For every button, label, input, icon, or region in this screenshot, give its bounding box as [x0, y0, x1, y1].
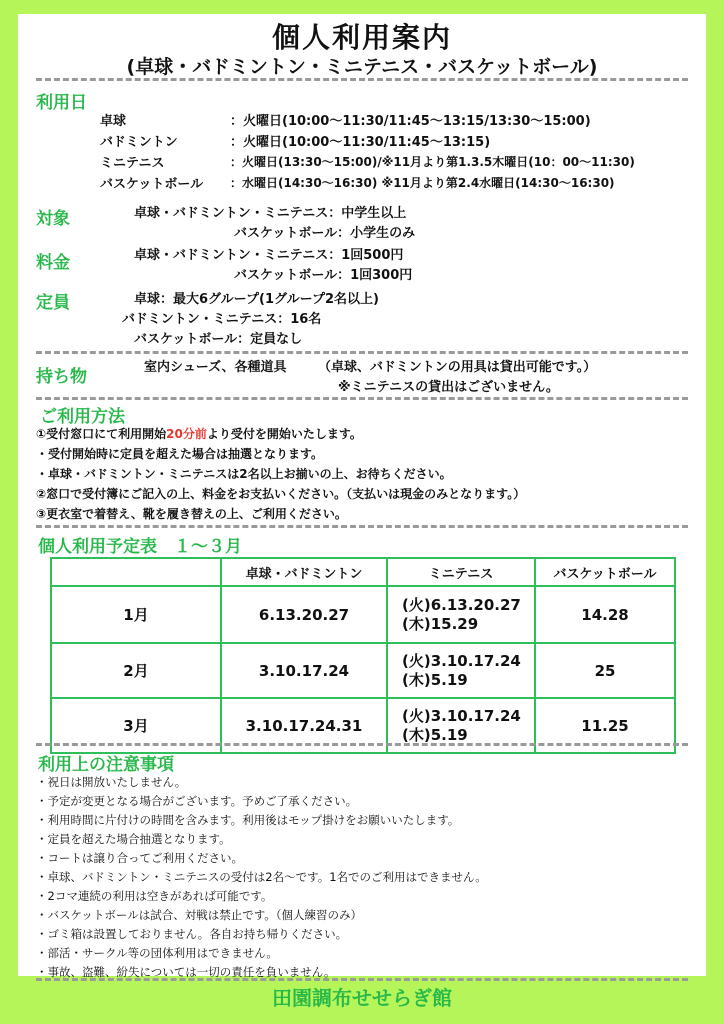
how-to-use-line: ・受付開始時に定員を超えた場合は抽選となります。	[36, 447, 324, 461]
note-item: ・卓球、バドミントン・ミニテニスの受付は2名～です。1名でのご利用はできません。	[36, 870, 487, 884]
note-item: ・定員を超えた場合抽選となります。	[36, 832, 231, 846]
divider	[36, 978, 688, 981]
page-subtitle: (卓球・バドミントン・ミニテニス・バスケットボール)	[126, 56, 598, 78]
usage-schedule-badminton: ：火曜日(10:00〜11:30/11:45〜13:15)	[230, 135, 491, 150]
capacity-line-2: バドミントン・ミニテニス：16名	[122, 312, 322, 327]
month-cell: 1月	[51, 586, 221, 643]
schedule-col-basketball: バスケットボール	[535, 558, 675, 586]
schedule-table	[50, 557, 676, 754]
how-to-use-step-1	[36, 425, 362, 442]
mini-tennis-cell	[387, 643, 535, 698]
target-line-2: バスケットボール：小学生のみ	[234, 226, 416, 241]
basketball-cell: 25	[535, 643, 675, 698]
mini-tennis-thu: (木)5.19	[402, 670, 468, 689]
divider	[36, 743, 688, 746]
step-1-text-pre: ①受付窓口にて利用開始	[36, 427, 167, 441]
usage-sport-basketball: バスケットボール	[100, 177, 204, 192]
fee-line-1: 卓球・バドミントン・ミニテニス：1回500円	[134, 248, 404, 263]
usage-schedule-table-tennis: ：火曜日(10:00〜11:30/11:45〜13:15/13:30〜15:00)	[230, 114, 591, 129]
how-to-use-line: ②窓口で受付簿にご記入の上、料金をお支払いください。（支払いは現金のみとなります。）	[36, 487, 526, 501]
page-title: 個人利用案内	[271, 21, 452, 54]
usage-schedule-basketball: ：水曜日(14:30〜16:30) ※11月より第2.4水曜日(14:30〜16:30)	[230, 176, 615, 190]
month-cell: 2月	[51, 643, 221, 698]
schedule-header-row	[51, 558, 675, 586]
step-1-text-post: より受付を開始いたします。	[206, 427, 362, 441]
target-label: 対象	[36, 209, 70, 229]
how-to-use-label: ご利用方法	[40, 407, 125, 427]
usage-days-label: 利用日	[36, 93, 87, 113]
capacity-label: 定員	[36, 293, 70, 313]
how-to-use-line: ③更衣室で着替え、靴を履き替えの上、ご利用ください。	[36, 507, 347, 521]
note-item: ・コートは譲り合ってご利用ください。	[36, 851, 243, 865]
table-row	[51, 643, 675, 698]
how-to-use-line: ・卓球・バドミントン・ミニテニスは2名以上お揃いの上、お待ちください。	[36, 467, 452, 481]
table-tennis-badminton-cell: 6.13.20.27	[221, 586, 387, 643]
belongings-note-2: ※ミニテニスの貸出はございません。	[338, 380, 559, 395]
note-item: ・バスケットボールは試合、対戦は禁止です。（個人練習のみ）	[36, 908, 363, 922]
divider	[36, 351, 688, 354]
basketball-cell: 14.28	[535, 586, 675, 643]
mini-tennis-thu: (木)5.19	[402, 725, 468, 744]
divider	[36, 397, 688, 400]
step-1-highlight: 20分前	[166, 427, 207, 441]
schedule-label: 個人利用予定表 １～３月	[38, 537, 242, 557]
table-tennis-badminton-cell: 3.10.17.24	[221, 643, 387, 698]
usage-sport-badminton: バドミントン	[100, 135, 178, 150]
capacity-line-3: バスケットボール：定員なし	[134, 332, 303, 347]
target-line-1: 卓球・バドミントン・ミニテニス：中学生以上	[134, 206, 407, 221]
note-item: ・部活・サークル等の団体利用はできません。	[36, 946, 278, 960]
note-item: ・予定が変更となる場合がございます。予めご了承ください。	[36, 794, 358, 808]
mini-tennis-tue: (火)3.10.17.24	[402, 651, 521, 670]
fee-label: 料金	[36, 253, 70, 273]
month-cell: 3月	[51, 698, 221, 753]
belongings-label: 持ち物	[36, 367, 87, 387]
schedule-col-table-tennis-badminton: 卓球・バドミントン	[221, 558, 387, 586]
facility-name: 田園調布せせらぎ館	[272, 986, 452, 1010]
basketball-cell: 11.25	[535, 698, 675, 753]
schedule-col-month	[51, 558, 221, 586]
belongings-note-1: （卓球、バドミントンの用具は貸出可能です。）	[318, 360, 597, 375]
mini-tennis-tue: (火)3.10.17.24	[402, 706, 521, 725]
note-item: ・利用時間に片付けの時間を含みます。利用後はモップ掛けをお願いいたします。	[36, 813, 460, 827]
divider	[36, 525, 688, 528]
note-item: ・2コマ連続の利用は空きがあれば可能です。	[36, 889, 273, 903]
note-item: ・ゴミ箱は設置しておりません。各自お持ち帰りください。	[36, 927, 348, 941]
usage-sport-mini-tennis: ミニテニス	[100, 156, 165, 171]
schedule-col-mini-tennis: ミニテニス	[387, 558, 535, 586]
table-tennis-badminton-cell: 3.10.17.24.31	[221, 698, 387, 753]
usage-sport-table-tennis: 卓球	[100, 114, 127, 129]
fee-line-2: バスケットボール：1回300円	[234, 268, 413, 283]
usage-schedule-mini-tennis: ：火曜日(13:30〜15:00)/※11月より第1.3.5木曜日(10：00〜11:30)	[230, 155, 635, 169]
mini-tennis-thu: (木)15.29	[402, 614, 479, 633]
divider	[36, 78, 688, 81]
note-item: ・事故、盗難、紛失については一切の責任を負いません。	[36, 965, 336, 979]
mini-tennis-cell	[387, 586, 535, 643]
guide-sheet	[18, 14, 706, 979]
mini-tennis-tue: (火)6.13.20.27	[402, 595, 521, 614]
note-item: ・祝日は開放いたしません。	[36, 775, 187, 789]
capacity-line-1: 卓球：最大6グループ(1グループ2名以上)	[134, 292, 379, 307]
notes-label: 利用上の注意事項	[38, 755, 174, 775]
table-row	[51, 586, 675, 643]
belongings-items: 室内シューズ、各種道具	[144, 360, 287, 375]
